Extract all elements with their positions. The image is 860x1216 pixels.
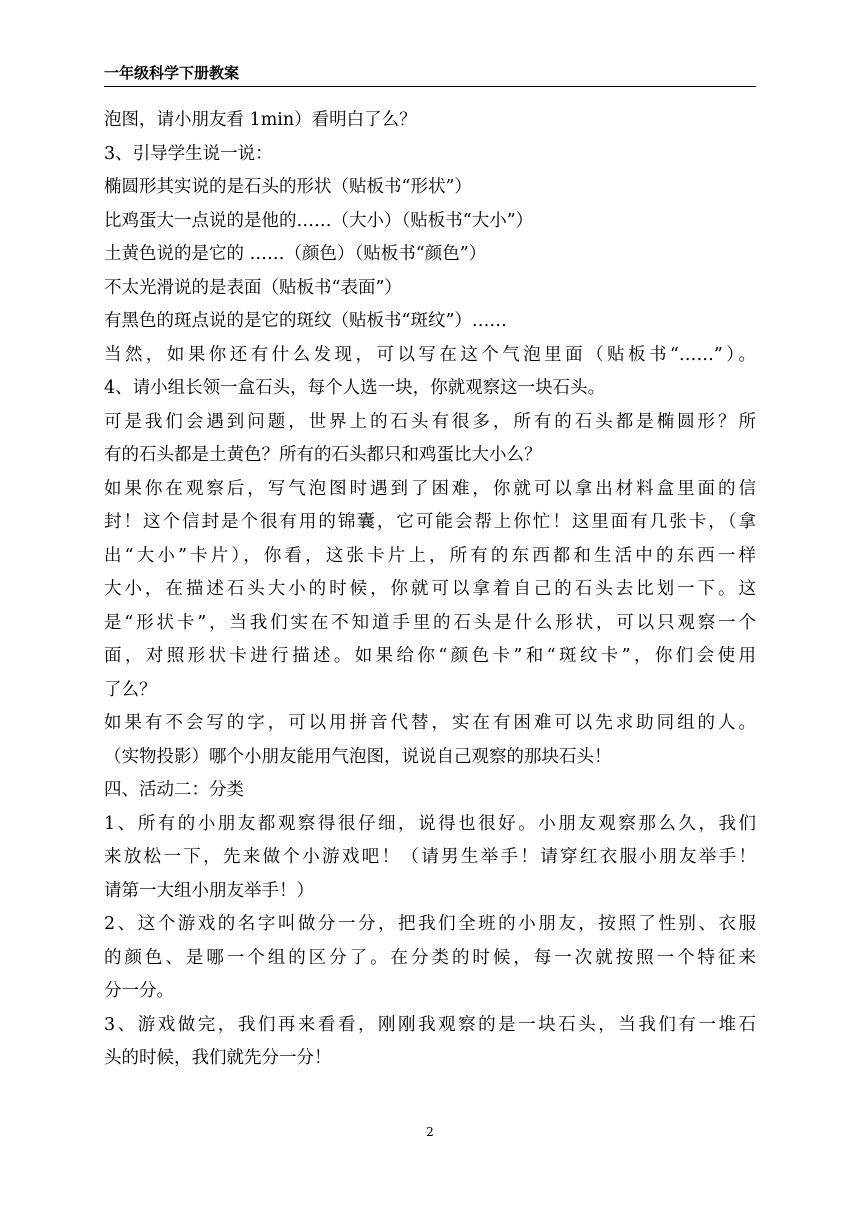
text-line: 不太光滑说的是表面（贴板书“表面”） bbox=[104, 277, 402, 298]
text-line: 当然，如果你还有什么发现，可以写在这个气泡里面（贴板书“……”）。 bbox=[104, 344, 756, 365]
page-header bbox=[104, 60, 756, 87]
text-line: 3、引导学生说一说： bbox=[104, 143, 273, 164]
text-line: 封！这个信封是个很有用的锦囊，它可能会帮上你忙！这里面有几张卡，（拿 bbox=[104, 512, 756, 532]
text-line: 请第一大组小朋友举手！） bbox=[104, 880, 314, 901]
text-line: 3、游戏做完，我们再来看看，刚刚我观察的是一块石头，当我们有一堆石 bbox=[104, 1014, 756, 1035]
text-line: 面，对照形状卡进行描述。如果给你“颜色卡”和“斑纹卡”，你们会使用 bbox=[104, 646, 756, 666]
text-line: 可是我们会遇到问题，世界上的石头有很多，所有的石头都是椭圆形？所 bbox=[104, 411, 756, 432]
text-line: 了么？ bbox=[104, 679, 157, 700]
text-line: 如果有不会写的字，可以用拼音代替，实在有困难可以先求助同组的人。 bbox=[104, 713, 756, 733]
text-line: 是“形状卡”，当我们实在不知道手里的石头是什么形状，可以只观察一个 bbox=[104, 612, 756, 633]
text-line: 分一分。 bbox=[104, 981, 174, 1001]
text-line: 1、所有的小朋友都观察得很仔细，说得也很好。小朋友观察那么久，我们 bbox=[104, 813, 756, 834]
text-line: 如果你在观察后，写气泡图时遇到了困难，你就可以拿出材料盒里面的信 bbox=[104, 478, 756, 499]
text-line: 四、活动二：分类 bbox=[104, 780, 244, 800]
text-line: 2、这个游戏的名字叫做分一分，把我们全班的小朋友，按照了性别、衣服 bbox=[104, 914, 756, 934]
text-line: 头的时候，我们就先分一分！ bbox=[104, 1048, 332, 1068]
text-line: 有黑色的斑点说的是它的斑纹（贴板书“斑纹”）…… bbox=[104, 311, 507, 331]
text-line: 椭圆形其实说的是石头的形状（贴板书“形状”） bbox=[104, 177, 472, 197]
page-number: 2 bbox=[426, 1125, 434, 1139]
text-line: 4、请小组长领一盒石头，每个人选一块，你就观察这一块石头。 bbox=[104, 378, 606, 398]
text-line: 的颜色、是哪一个组的区分了。在分类的时候，每一次就按照一个特征来 bbox=[104, 947, 756, 968]
text-line: 出“大小”卡片），你看，这张卡片上，所有的东西都和生活中的东西一样 bbox=[104, 545, 756, 566]
text-line: 大小，在描述石头大小的时候，你就可以拿着自己的石头去比划一下。这 bbox=[104, 579, 756, 599]
text-line: 比鸡蛋大一点说的是他的……（大小）（贴板书“大小”） bbox=[104, 210, 534, 231]
text-line: （实物投影）哪个小朋友能用气泡图，说说自己观察的那块石头！ bbox=[104, 746, 612, 767]
text-line: 来放松一下，先来做个小游戏吧！（请男生举手！请穿红衣服小朋友举手！ bbox=[104, 847, 756, 867]
document-body bbox=[104, 104, 756, 1076]
header-title: 一年级科学下册教案 bbox=[104, 64, 240, 82]
text-line: 土黄色说的是它的 ……（颜色）（贴板书“颜色”） bbox=[104, 244, 487, 264]
text-line: 泡图，请小朋友看 1min）看明白了么？ bbox=[104, 110, 417, 130]
text-line: 有的石头都是土黄色？所有的石头都只和鸡蛋比大小么？ bbox=[104, 445, 542, 465]
